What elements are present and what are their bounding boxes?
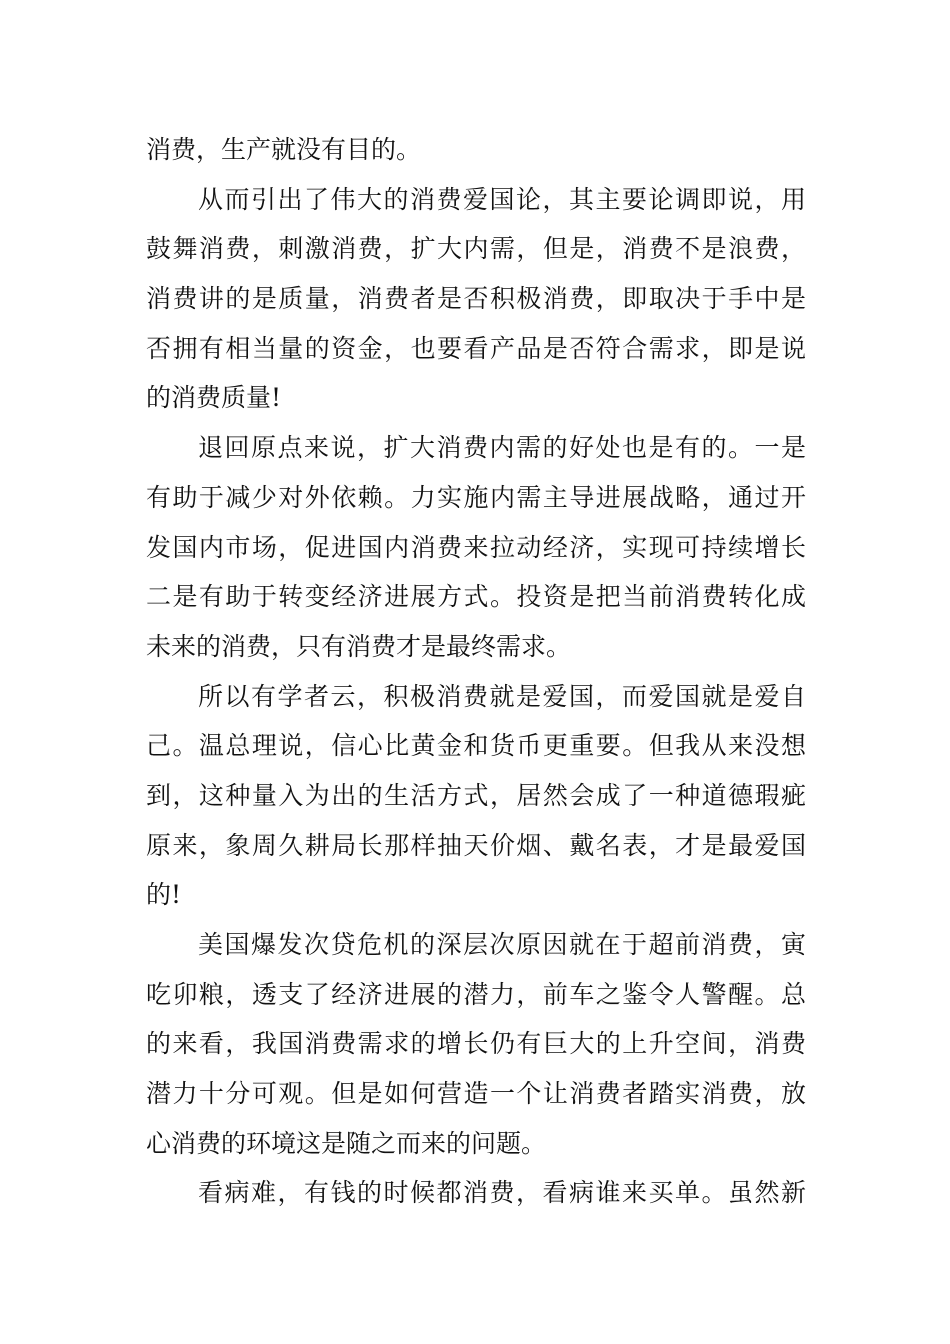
- text-line: 的来看，我国消费需求的增长仍有巨大的上升空间，消费: [146, 1029, 806, 1059]
- text-line: 己。温总理说，信心比黄金和货币更重要。但我从来没想: [146, 731, 806, 761]
- text-line: 吃卯粮，透支了经济进展的潜力，前车之鉴令人警醒。总: [146, 979, 806, 1009]
- text-line: 原来，象周久耕局长那样抽天价烟、戴名表，才是最爱国: [146, 830, 806, 860]
- text-line: 发国内市场，促进国内消费来拉动经济，实现可持续增长: [146, 532, 806, 562]
- text-line: 退回原点来说，扩大消费内需的好处也是有的。一是: [198, 433, 806, 463]
- text-line: 的消费质量!: [146, 383, 282, 413]
- text-line: 的!: [146, 880, 182, 910]
- text-line: 否拥有相当量的资金，也要看产品是否符合需求，即是说: [146, 333, 806, 363]
- text-line: 有助于减少对外依赖。力实施内需主导进展战略，通过开: [146, 482, 806, 512]
- text-line: 美国爆发次贷危机的深层次原因就在于超前消费，寅: [198, 930, 806, 959]
- text-line: 看病难，有钱的时候都消费，看病谁来买单。虽然新: [198, 1178, 806, 1208]
- text-line: 消费讲的是质量，消费者是否积极消费，即取决于手中是: [146, 284, 806, 314]
- text-line: 到，这种量入为出的生活方式，居然会成了一种道德瑕疵: [146, 780, 806, 810]
- text-line: 未来的消费，只有消费才是最终需求。: [146, 631, 572, 661]
- text-line: 二是有助于转变经济进展方式。投资是把当前消费转化成: [146, 582, 806, 612]
- text-line: 所以有学者云，积极消费就是爱国，而爱国就是爱自: [198, 681, 806, 711]
- text-line: 消费，生产就没有目的。: [146, 135, 422, 164]
- text-line: 鼓舞消费，刺激消费，扩大内需，但是，消费不是浪费，: [146, 234, 806, 264]
- body-text: [146, 125, 806, 1218]
- text-line: 从而引出了伟大的消费爱国论，其主要论调即说，用: [198, 184, 806, 214]
- text-line: 潜力十分可观。但是如何营造一个让消费者踏实消费，放: [146, 1079, 806, 1109]
- text-line: 心消费的环境这是随之而来的问题。: [146, 1128, 547, 1158]
